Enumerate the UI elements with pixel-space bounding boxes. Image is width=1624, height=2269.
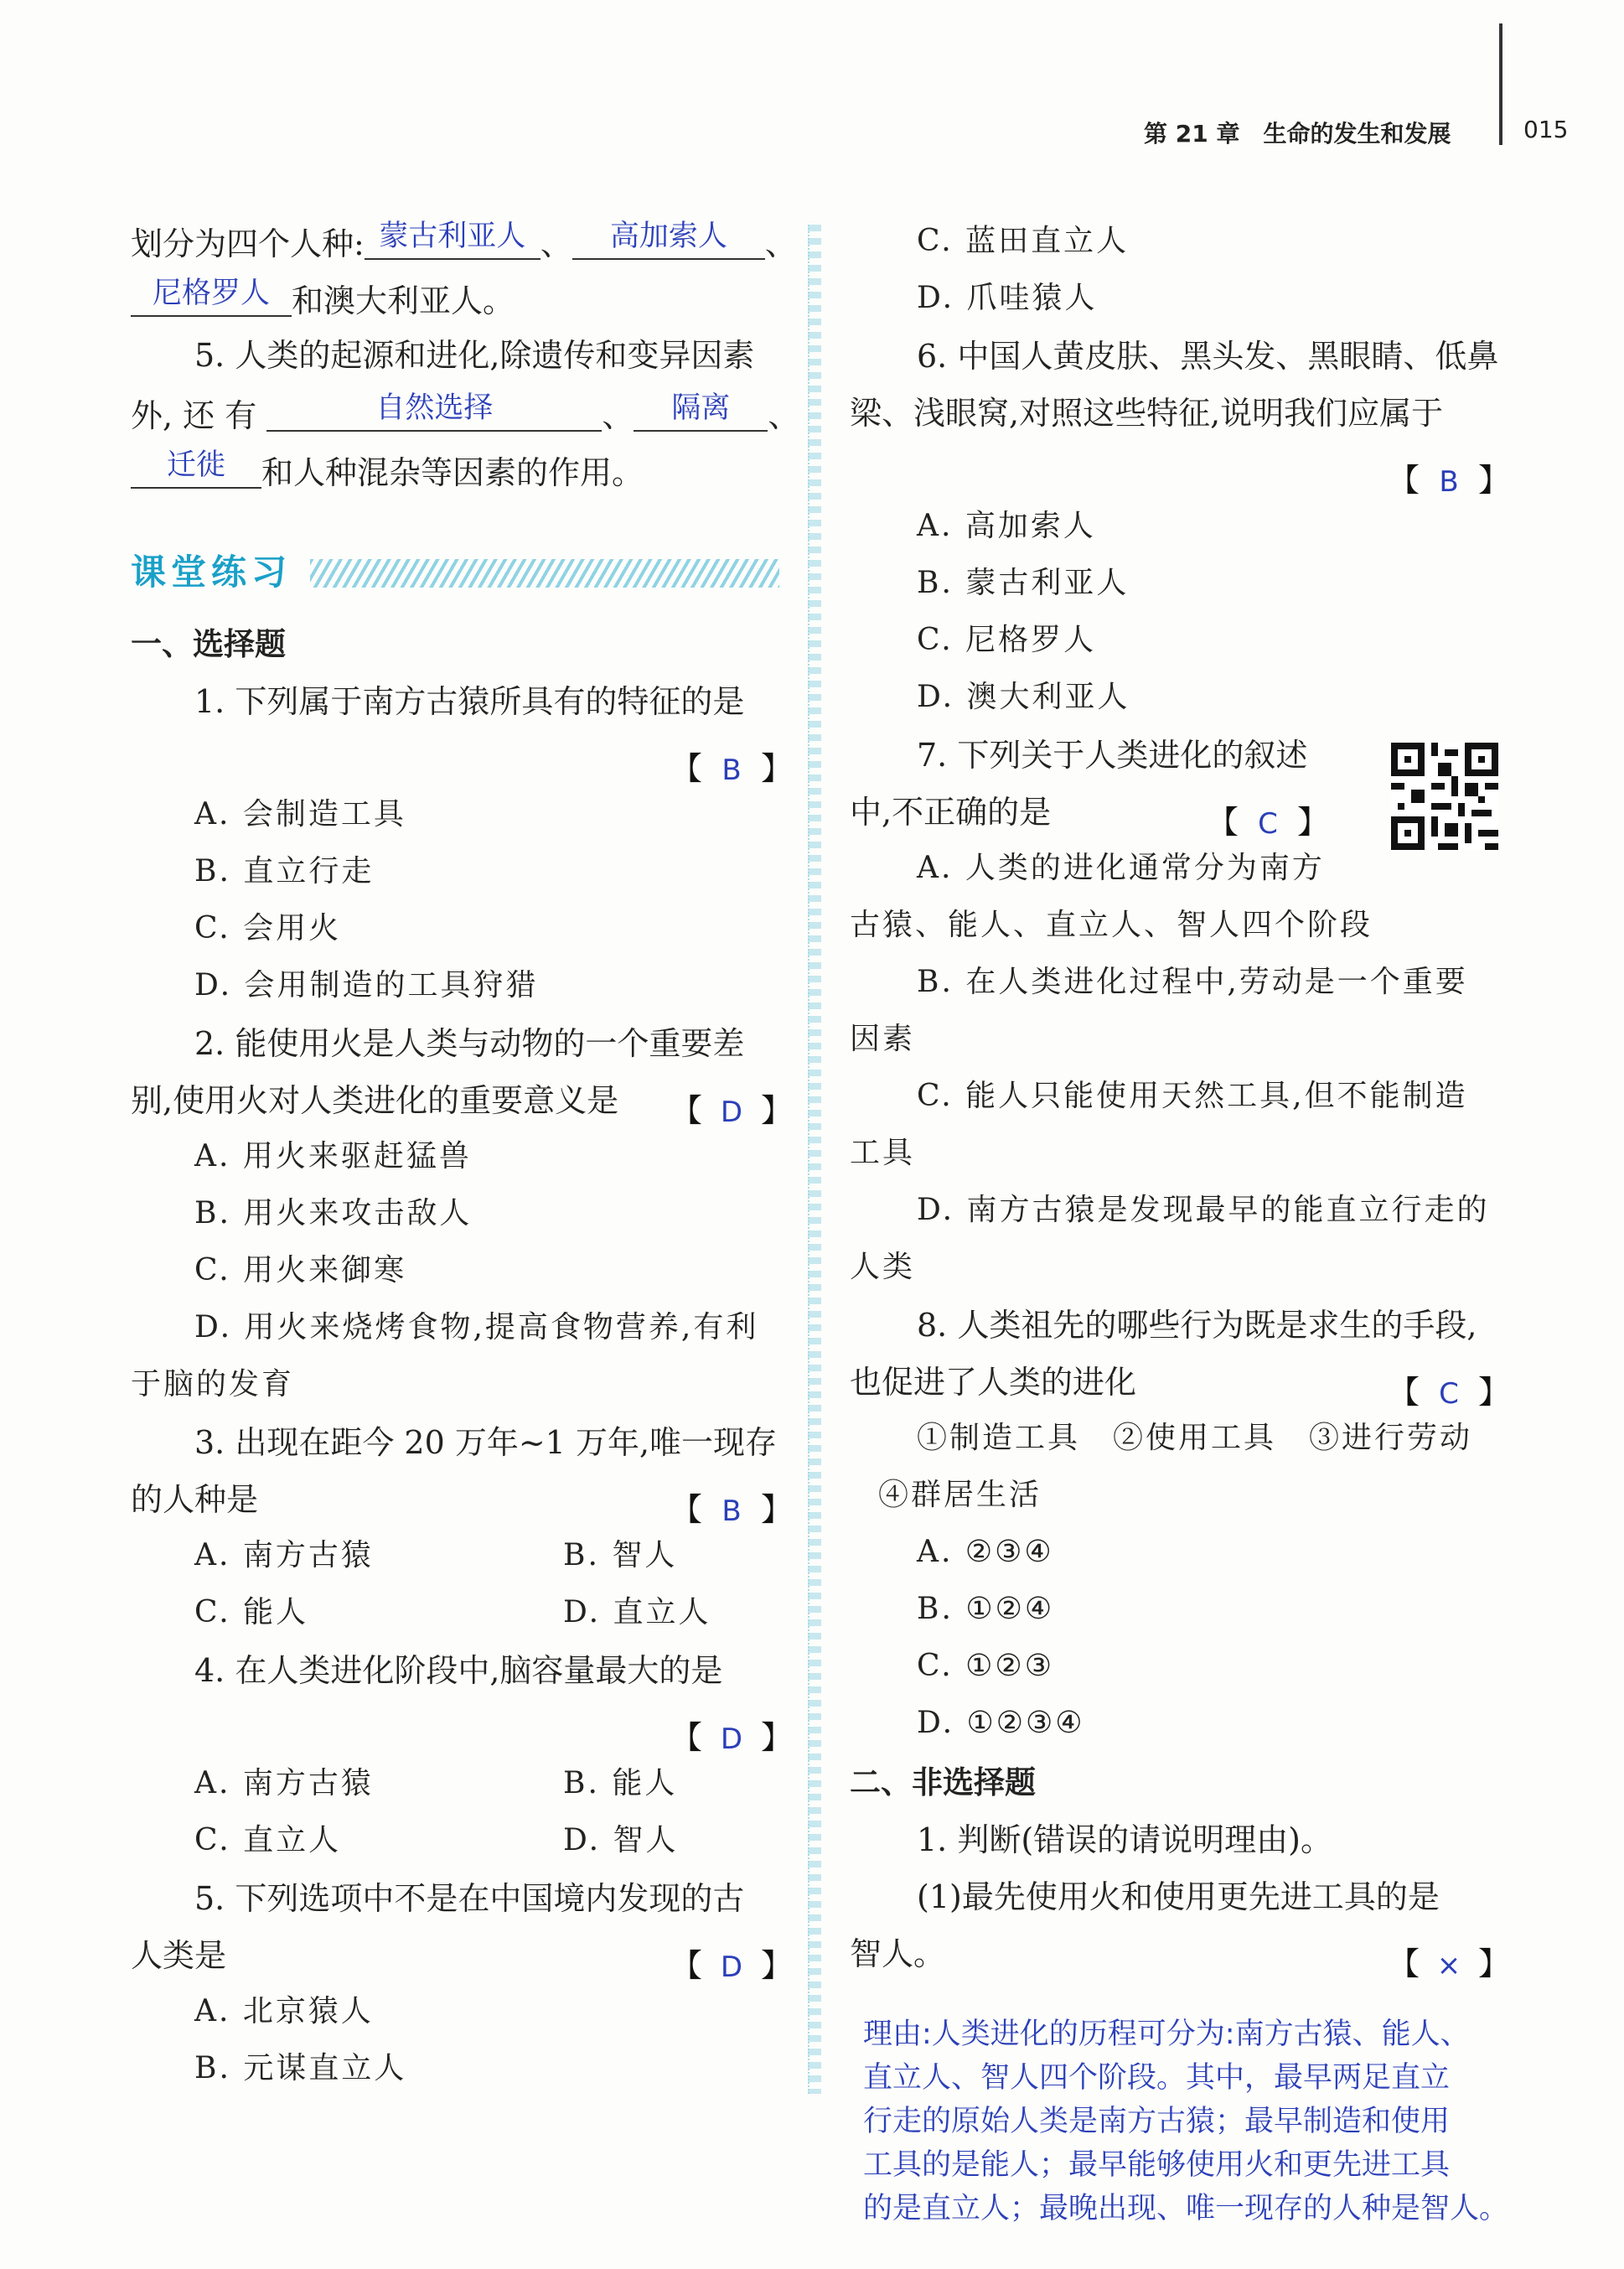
- q4-answer-bracket: 【 D 】: [670, 1719, 794, 1756]
- column-divider: [808, 225, 821, 2094]
- q6-option-d: D. 澳大利亚人: [917, 680, 1130, 714]
- q2-option-a: A. 用火来驱赶猛兽: [194, 1139, 472, 1173]
- q3-line1: 3. 出现在距今 20 万年~1 万年,唯一现存: [194, 1424, 778, 1461]
- q8-items-line1: ①制造工具 ②使用工具 ③进行劳动: [917, 1421, 1473, 1455]
- text: 外, 还 有: [131, 397, 257, 434]
- part1-heading: 一、选择题: [131, 626, 286, 662]
- section-stripes: [310, 559, 779, 588]
- q5b-answer-bracket: 【 D 】: [670, 1947, 794, 1984]
- judge-intro: 1. 判断(错误的请说明理由)。: [917, 1821, 1332, 1858]
- qr-code-icon[interactable]: [1391, 743, 1498, 850]
- q8-option-d: D. ①②③④: [917, 1706, 1085, 1740]
- q7-answer-bracket: 【 C 】: [1207, 804, 1330, 841]
- q4-option-a: A. 南方古猿: [194, 1766, 374, 1800]
- q8-option-c: C. ①②③: [917, 1649, 1054, 1683]
- reason-line-5: 的是直立人；最晚出现、唯一现存的人种是智人。: [863, 2192, 1509, 2225]
- blank: [131, 277, 292, 317]
- blank: [365, 220, 540, 260]
- q3-option-d: D. 直立人: [563, 1595, 711, 1629]
- q1-option-d: D. 会用制造的工具狩猎: [194, 968, 539, 1002]
- race-fill-line2: [131, 277, 515, 319]
- q5b-option-a: A. 北京猿人: [194, 1994, 374, 2028]
- reason-line-3: 行走的原始人类是南方古猿；最早制造和使用: [863, 2105, 1451, 2138]
- q8-option-a: A. ②③④: [917, 1535, 1054, 1569]
- judge1-line2: 智人。: [850, 1935, 946, 1972]
- reason-line-2: 直立人、智人四个阶段。其中，最早两足直立: [863, 2061, 1451, 2095]
- handwritten-answer: C: [1439, 1377, 1459, 1411]
- q7-option-a1: A. 人类的进化通常分为南方: [917, 851, 1325, 885]
- q5b-line1: 5. 下列选项中不是在中国境内发现的古: [194, 1880, 745, 1917]
- reason-line-1: 理由:人类进化的历程可分为:南方古猿、能人、: [863, 2018, 1470, 2051]
- q1-option-c: C. 会用火: [194, 911, 342, 945]
- q3-option-c: C. 能人: [194, 1595, 309, 1629]
- q7-option-c2: 工具: [850, 1136, 916, 1170]
- q5-line2: [131, 391, 800, 434]
- q6-line1: 6. 中国人黄皮肤、黑头发、黑眼睛、低鼻: [917, 338, 1499, 375]
- q3-option-b: B. 智人: [563, 1538, 678, 1572]
- handwritten-answer: 迁徙: [166, 448, 225, 482]
- header-divider: [1499, 23, 1502, 145]
- blank: [572, 220, 765, 260]
- text: 、: [764, 225, 797, 262]
- q2-line1: 2. 能使用火是人类与动物的一个重要差: [194, 1025, 745, 1062]
- q6-option-c: C. 尼格罗人: [917, 623, 1097, 657]
- q7-option-d1: D. 南方古猿是发现最早的能直立行走的: [917, 1193, 1490, 1227]
- text: 划分为四个人种:: [131, 225, 365, 262]
- q3-option-a: A. 南方古猿: [194, 1538, 374, 1572]
- q8-line2: 也促进了人类的进化: [850, 1364, 1137, 1401]
- text: 和人种混杂等因素的作用。: [261, 454, 644, 491]
- q5b-option-d: D. 爪哇猿人: [917, 281, 1098, 315]
- q5-line1: 5. 人类的起源和进化,除遗传和变异因素: [194, 337, 755, 374]
- q8-answer-bracket: 【 C 】: [1388, 1374, 1511, 1411]
- page-number: 015: [1523, 116, 1569, 143]
- handwritten-answer: 隔离: [671, 391, 731, 425]
- q5b-line2: 人类是: [131, 1937, 227, 1974]
- judge1-line1: (1)最先使用火和使用更先进工具的是: [917, 1878, 1440, 1915]
- text: 、: [602, 397, 634, 434]
- handwritten-answer: C: [1258, 807, 1278, 841]
- q4-option-d: D. 智人: [563, 1823, 679, 1857]
- q7-option-d2: 人类: [850, 1250, 916, 1284]
- q6-option-a: A. 高加索人: [917, 509, 1096, 543]
- q7-option-a2: 古猿、能人、直立人、智人四个阶段: [850, 908, 1373, 942]
- q5b-option-b: B. 元谋直立人: [194, 2051, 407, 2085]
- q2-option-b: B. 用火来攻击敌人: [194, 1196, 473, 1230]
- handwritten-answer: B: [721, 754, 742, 787]
- handwritten-answer: B: [721, 1495, 742, 1528]
- q2-option-c: C. 用火来御寒: [194, 1253, 407, 1287]
- q6-option-b: B. 蒙古利亚人: [917, 566, 1130, 600]
- q8-items-line2: ④群居生活: [878, 1478, 1042, 1512]
- q7-line1: 7. 下列关于人类进化的叙述: [917, 737, 1308, 774]
- blank: [634, 391, 768, 432]
- handwritten-answer: D: [720, 1722, 743, 1756]
- q6-line2: 梁、浅眼窝,对照这些特征,说明我们应属于: [850, 395, 1444, 432]
- chapter-title: 第 21 章 生命的发生和发展: [1144, 120, 1451, 148]
- section-title: 课堂练习: [131, 552, 292, 593]
- q3-line2: 的人种是: [131, 1481, 259, 1518]
- handwritten-answer: 尼格罗人: [152, 277, 270, 310]
- handwritten-answer: 蒙古利亚人: [379, 220, 526, 253]
- q8-option-b: B. ①②④: [917, 1592, 1055, 1626]
- q7-option-c1: C. 能人只能使用天然工具,但不能制造: [917, 1079, 1468, 1113]
- q7-option-b1: B. 在人类进化过程中,劳动是一个重要: [917, 965, 1468, 999]
- q7-line2: 中,不正确的是: [850, 794, 1052, 831]
- handwritten-answer: D: [720, 1096, 743, 1129]
- reason-line-4: 工具的是能人；最早能够使用火和更先进工具: [863, 2148, 1451, 2182]
- q5b-option-c: C. 蓝田直立人: [917, 224, 1130, 258]
- text: 、: [540, 225, 572, 262]
- q8-line1: 8. 人类祖先的哪些行为既是求生的手段,: [917, 1307, 1477, 1344]
- q4-option-c: C. 直立人: [194, 1823, 342, 1857]
- q6-answer-bracket: 【 B 】: [1388, 462, 1511, 499]
- text: 和澳大利亚人。: [292, 282, 515, 319]
- q1-answer-bracket: 【 B 】: [670, 750, 794, 787]
- handwritten-answer: D: [720, 1950, 743, 1984]
- q3-answer-bracket: 【 B 】: [670, 1491, 794, 1528]
- q1-option-a: A. 会制造工具: [194, 797, 406, 831]
- blank: [266, 391, 602, 432]
- q4-stem: 4. 在人类进化阶段中,脑容量最大的是: [194, 1652, 723, 1689]
- part2-heading: 二、非选择题: [850, 1764, 1036, 1800]
- q7-option-b2: 因素: [850, 1022, 916, 1056]
- blank: [131, 448, 261, 489]
- q2-answer-bracket: 【 D 】: [670, 1092, 794, 1129]
- q5-line3: [131, 448, 644, 491]
- handwritten-answer: 自然选择: [375, 391, 494, 425]
- q4-option-b: B. 能人: [563, 1766, 678, 1800]
- race-fill-line1: [131, 220, 797, 262]
- text: 、: [768, 397, 800, 434]
- handwritten-answer: ×: [1436, 1949, 1461, 1982]
- q2-line2: 别,使用火对人类进化的重要意义是: [131, 1082, 619, 1119]
- q2-option-d: D. 用火来烧烤食物,提高食物营养,有利: [194, 1310, 759, 1344]
- handwritten-answer: 高加索人: [609, 220, 727, 253]
- handwritten-answer: B: [1439, 465, 1459, 499]
- q2-option-d-cont: 于脑的发育: [131, 1367, 295, 1401]
- judge1-answer-bracket: 【 × 】: [1388, 1945, 1511, 1982]
- q1-option-b: B. 直立行走: [194, 854, 375, 888]
- q1-stem: 1. 下列属于南方古猿所具有的特征的是: [194, 683, 745, 720]
